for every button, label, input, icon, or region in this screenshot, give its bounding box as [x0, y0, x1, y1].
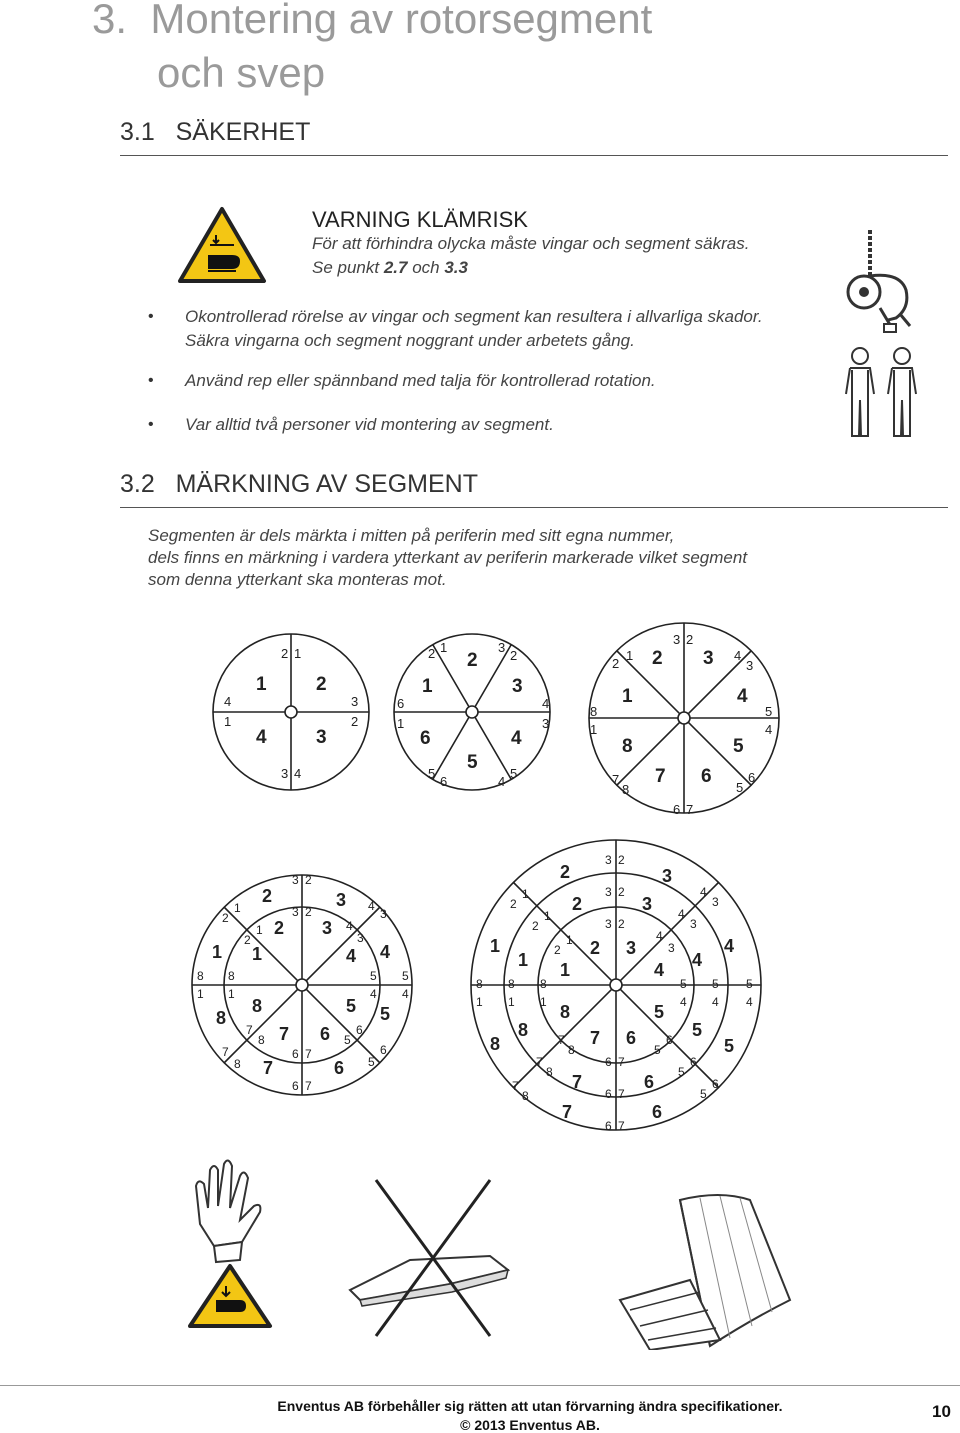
svg-text:5: 5 — [724, 1036, 735, 1056]
svg-text:6: 6 — [626, 1028, 637, 1048]
svg-text:7: 7 — [305, 1079, 312, 1093]
svg-text:5: 5 — [428, 766, 436, 781]
svg-text:3: 3 — [642, 894, 653, 914]
svg-text:8: 8 — [546, 1065, 553, 1079]
svg-text:7: 7 — [222, 1045, 229, 1059]
ref-3-3: 3.3 — [444, 258, 468, 277]
svg-text:4: 4 — [712, 995, 719, 1009]
svg-text:4: 4 — [692, 950, 703, 970]
svg-text:7: 7 — [612, 772, 620, 787]
svg-text:6: 6 — [420, 728, 431, 749]
svg-text:8: 8 — [622, 782, 630, 797]
svg-text:1: 1 — [197, 987, 204, 1001]
svg-text:5: 5 — [368, 1055, 375, 1069]
svg-text:1: 1 — [560, 960, 571, 980]
svg-text:2: 2 — [618, 917, 625, 931]
svg-text:5: 5 — [654, 1002, 665, 1022]
svg-text:1: 1 — [540, 995, 547, 1009]
svg-text:5: 5 — [733, 736, 744, 757]
diagram-8-segments — [589, 623, 779, 817]
svg-text:3: 3 — [357, 931, 364, 945]
svg-text:2: 2 — [510, 897, 517, 911]
svg-text:4: 4 — [380, 942, 391, 962]
svg-text:2: 2 — [351, 714, 359, 729]
svg-text:3: 3 — [605, 917, 612, 931]
svg-text:1: 1 — [626, 648, 634, 663]
svg-text:4: 4 — [294, 766, 302, 781]
ref-2-7: 2.7 — [383, 258, 408, 277]
svg-text:4: 4 — [368, 899, 375, 913]
svg-text:8: 8 — [522, 1089, 529, 1103]
svg-text:6: 6 — [652, 1102, 663, 1122]
warning-line2: Se punkt — [312, 258, 384, 277]
svg-text:5: 5 — [654, 1043, 661, 1057]
svg-text:4: 4 — [654, 960, 665, 980]
svg-text:4: 4 — [680, 995, 687, 1009]
svg-text:6: 6 — [644, 1072, 655, 1092]
svg-text:3: 3 — [336, 890, 347, 910]
svg-text:4: 4 — [402, 987, 409, 1001]
svg-text:3: 3 — [712, 895, 719, 909]
svg-text:1: 1 — [212, 942, 223, 962]
svg-text:1: 1 — [422, 676, 433, 697]
svg-text:5: 5 — [402, 969, 409, 983]
svg-text:3: 3 — [316, 727, 327, 748]
svg-text:2: 2 — [686, 632, 694, 647]
svg-text:2: 2 — [428, 646, 436, 661]
svg-text:8: 8 — [622, 736, 633, 757]
footer-disclaimer: Enventus AB förbehåller sig rätten att utan förvarning ändra specifikationer. — [277, 1398, 783, 1414]
bullet-1-line2: Säkra vingarna och segment noggrant under arbetets gång. — [185, 331, 635, 350]
svg-text:3: 3 — [746, 658, 754, 673]
svg-text:2: 2 — [652, 648, 663, 669]
svg-text:2: 2 — [281, 646, 289, 661]
svg-text:6: 6 — [356, 1023, 363, 1037]
svg-text:1: 1 — [622, 686, 633, 707]
crossed-out-segment-icon — [340, 1160, 520, 1340]
svg-text:2: 2 — [618, 885, 625, 899]
svg-text:4: 4 — [678, 907, 685, 921]
svg-text:2: 2 — [274, 918, 285, 938]
svg-text:4: 4 — [737, 686, 748, 707]
svg-text:4: 4 — [224, 694, 232, 709]
svg-text:6: 6 — [690, 1055, 697, 1069]
footer-copyright: © 2013 Enventus AB. — [460, 1417, 600, 1433]
svg-text:7: 7 — [618, 1119, 625, 1133]
svg-text:1: 1 — [224, 714, 232, 729]
svg-text:7: 7 — [305, 1047, 312, 1061]
svg-text:1: 1 — [252, 944, 263, 964]
svg-text:4: 4 — [724, 936, 735, 956]
segment-on-pallet-icon — [600, 1150, 800, 1350]
svg-text:6: 6 — [334, 1058, 345, 1078]
svg-text:8: 8 — [197, 969, 204, 983]
svg-text:4: 4 — [734, 648, 742, 663]
bullet-dot: • — [148, 416, 154, 433]
diagram-8-segments-2-rings — [192, 873, 412, 1095]
svg-text:7: 7 — [279, 1024, 290, 1044]
svg-text:5: 5 — [736, 780, 744, 795]
gloves-icon — [170, 1150, 290, 1330]
bullet-dot: • — [148, 372, 154, 389]
svg-text:5: 5 — [467, 752, 478, 773]
svg-text:8: 8 — [590, 704, 598, 719]
svg-text:8: 8 — [560, 1002, 571, 1022]
svg-text:4: 4 — [370, 987, 377, 1001]
svg-text:8: 8 — [476, 977, 483, 991]
svg-text:2: 2 — [572, 894, 583, 914]
diagram-6-segments — [394, 634, 550, 790]
svg-text:1: 1 — [522, 887, 529, 901]
svg-text:6: 6 — [748, 770, 756, 785]
svg-text:8: 8 — [252, 996, 263, 1016]
svg-text:5: 5 — [746, 977, 753, 991]
svg-text:1: 1 — [440, 640, 448, 655]
chapter-number: 3. — [92, 0, 128, 42]
svg-text:2: 2 — [590, 938, 601, 958]
svg-text:6: 6 — [701, 766, 712, 787]
svg-text:6: 6 — [605, 1119, 612, 1133]
warning-title: VARNING KLÄMRISK — [312, 207, 528, 232]
svg-text:7: 7 — [536, 1055, 543, 1069]
svg-text:6: 6 — [380, 1043, 387, 1057]
svg-text:7: 7 — [246, 1023, 253, 1037]
section-number: 3.1 — [120, 118, 155, 146]
svg-text:2: 2 — [612, 656, 620, 671]
svg-text:6: 6 — [292, 1079, 299, 1093]
svg-text:3: 3 — [662, 866, 673, 886]
svg-text:8: 8 — [568, 1043, 575, 1057]
svg-text:6: 6 — [605, 1055, 612, 1069]
svg-text:4: 4 — [746, 995, 753, 1009]
svg-text:7: 7 — [590, 1028, 601, 1048]
svg-text:3: 3 — [542, 716, 550, 731]
svg-text:4: 4 — [542, 696, 550, 711]
svg-text:4: 4 — [346, 919, 353, 933]
svg-text:1: 1 — [508, 995, 515, 1009]
svg-text:3: 3 — [351, 694, 359, 709]
svg-text:3: 3 — [322, 918, 333, 938]
paragraph-line1: Segmenten är dels märkta i mitten på periferin med sitt egna nummer, — [148, 526, 675, 545]
section2-number: 3.2 — [120, 470, 155, 498]
svg-text:5: 5 — [678, 1065, 685, 1079]
diagram-8-segments-3-rings — [471, 840, 761, 1133]
svg-text:7: 7 — [263, 1058, 274, 1078]
svg-text:5: 5 — [700, 1087, 707, 1101]
svg-text:4: 4 — [511, 728, 522, 749]
svg-text:3: 3 — [668, 941, 675, 955]
svg-text:7: 7 — [618, 1087, 625, 1101]
svg-text:8: 8 — [228, 969, 235, 983]
svg-text:1: 1 — [256, 923, 263, 937]
chapter-title: Montering av rotorsegment — [150, 0, 653, 42]
svg-text:5: 5 — [510, 766, 518, 781]
svg-text:4: 4 — [498, 774, 506, 789]
svg-text:5: 5 — [380, 1004, 391, 1024]
svg-text:5: 5 — [692, 1020, 703, 1040]
svg-text:7: 7 — [558, 1033, 565, 1047]
bullet-3: Var alltid två personer vid montering av segment. — [185, 415, 554, 434]
svg-text:3: 3 — [690, 917, 697, 931]
svg-text:3: 3 — [605, 853, 612, 867]
svg-text:3: 3 — [673, 632, 681, 647]
svg-text:6: 6 — [397, 696, 405, 711]
svg-text:2: 2 — [467, 650, 478, 671]
section-title: SÄKERHET — [175, 118, 311, 146]
svg-text:6: 6 — [292, 1047, 299, 1061]
paragraph-line2: dels finns en märkning i vardera ytterkant av periferin markerade vilket segment — [148, 548, 748, 567]
paragraph-line3: som denna ytterkant ska monteras mot. — [148, 570, 447, 589]
svg-text:2: 2 — [222, 911, 229, 925]
svg-text:7: 7 — [562, 1102, 573, 1122]
svg-text:8: 8 — [508, 977, 515, 991]
svg-text:2: 2 — [554, 943, 561, 957]
svg-text:1: 1 — [256, 674, 267, 695]
svg-text:5: 5 — [346, 996, 357, 1016]
svg-text:7: 7 — [572, 1072, 583, 1092]
svg-text:7: 7 — [512, 1079, 519, 1093]
svg-text:5: 5 — [370, 969, 377, 983]
svg-text:2: 2 — [532, 919, 539, 933]
svg-text:6: 6 — [673, 802, 681, 817]
svg-text:8: 8 — [234, 1057, 241, 1071]
svg-text:2: 2 — [305, 905, 312, 919]
svg-text:5: 5 — [344, 1033, 351, 1047]
svg-text:2: 2 — [510, 648, 518, 663]
bullet-dot: • — [148, 308, 154, 325]
svg-text:8: 8 — [258, 1033, 265, 1047]
svg-text:4: 4 — [256, 727, 267, 748]
svg-text:1: 1 — [234, 901, 241, 915]
svg-text:6: 6 — [605, 1087, 612, 1101]
svg-text:4: 4 — [765, 722, 773, 737]
svg-text:3: 3 — [626, 938, 637, 958]
svg-text:4: 4 — [346, 946, 357, 966]
svg-text:7: 7 — [686, 802, 694, 817]
svg-text:4: 4 — [700, 885, 707, 899]
svg-text:3: 3 — [605, 885, 612, 899]
svg-text:8: 8 — [540, 977, 547, 991]
bullet-2: Använd rep eller spännband med talja för kontrollerad rotation. — [185, 371, 656, 390]
svg-text:3: 3 — [292, 905, 299, 919]
svg-text:1: 1 — [590, 722, 598, 737]
warning-line1: För att förhindra olycka måste vingar och segment säkras. — [312, 234, 750, 253]
svg-text:2: 2 — [560, 862, 571, 882]
footer-divider — [0, 1385, 960, 1386]
svg-text:1: 1 — [476, 995, 483, 1009]
diagram-4-segments — [213, 634, 369, 790]
svg-text:6: 6 — [320, 1024, 331, 1044]
svg-text:2: 2 — [618, 853, 625, 867]
svg-text:1: 1 — [294, 646, 302, 661]
svg-text:1: 1 — [544, 909, 551, 923]
svg-text:6: 6 — [712, 1077, 719, 1091]
page-number: 10 — [932, 1402, 951, 1421]
svg-text:5: 5 — [712, 977, 719, 991]
svg-text:1: 1 — [566, 933, 573, 947]
svg-text:1: 1 — [397, 716, 405, 731]
svg-text:8: 8 — [518, 1020, 529, 1040]
svg-text:7: 7 — [655, 766, 666, 787]
svg-text:3: 3 — [380, 907, 387, 921]
svg-text:5: 5 — [680, 977, 687, 991]
svg-text:2: 2 — [244, 933, 251, 947]
svg-text:1: 1 — [518, 950, 529, 970]
svg-text:7: 7 — [618, 1055, 625, 1069]
svg-text:6: 6 — [666, 1033, 673, 1047]
svg-text:6: 6 — [440, 774, 448, 789]
svg-text:3: 3 — [498, 640, 506, 655]
svg-text:1: 1 — [228, 987, 235, 1001]
bullet-1-line1: Okontrollerad rörelse av vingar och segment kan resultera i allvarliga skador. — [185, 307, 763, 326]
svg-text:5: 5 — [765, 704, 773, 719]
svg-text:8: 8 — [216, 1008, 227, 1028]
svg-text:3: 3 — [512, 676, 523, 697]
section2-title: MÄRKNING AV SEGMENT — [175, 470, 478, 498]
svg-text:1: 1 — [490, 936, 501, 956]
svg-text:4: 4 — [656, 929, 663, 943]
svg-text:3: 3 — [703, 648, 714, 669]
svg-text:8: 8 — [490, 1034, 501, 1054]
svg-text:2: 2 — [262, 886, 273, 906]
svg-text:3: 3 — [281, 766, 289, 781]
svg-text:2: 2 — [316, 674, 327, 695]
svg-text:3: 3 — [292, 873, 299, 887]
svg-text:2: 2 — [305, 873, 312, 887]
chapter-title-cont: och svep — [157, 49, 326, 96]
